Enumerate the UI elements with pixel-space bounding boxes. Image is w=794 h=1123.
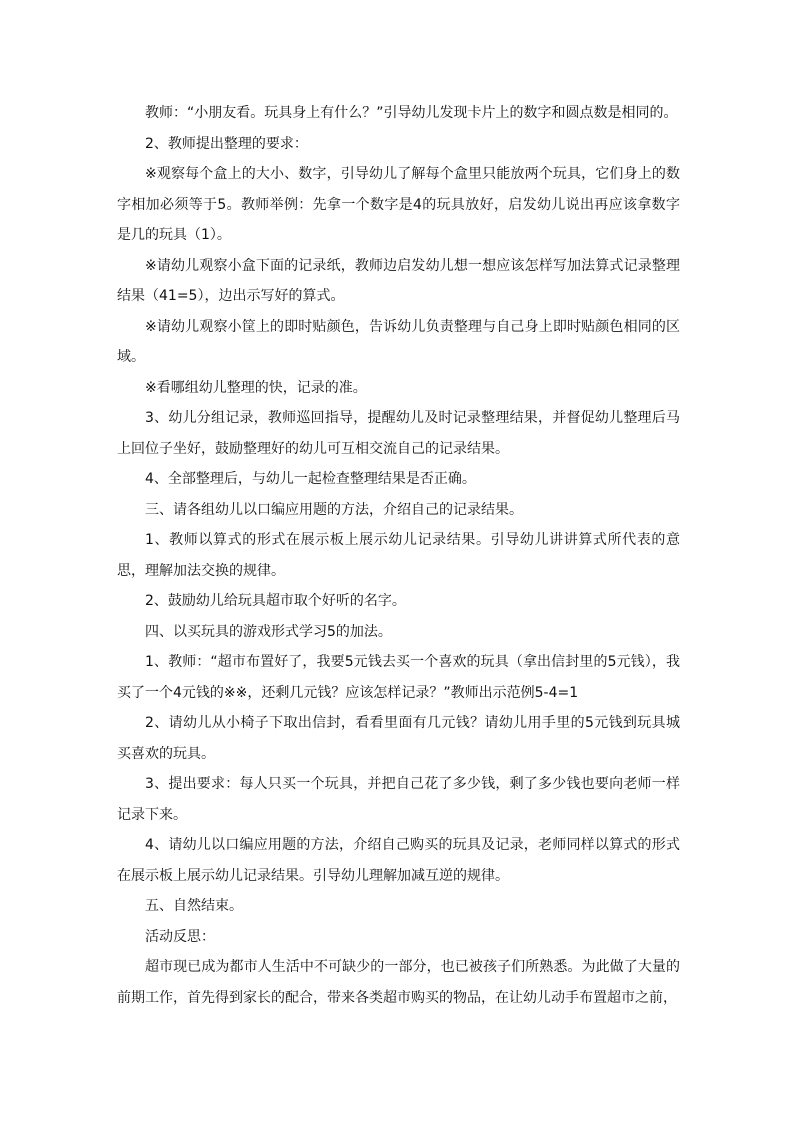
paragraph: 1、教师以算式的形式在展示板上展示幼儿记录结果。引导幼儿讲讲算式所代表的意思，理解加法交换的规律。 xyxy=(117,532,680,579)
paragraph: ※请幼儿观察小筐上的即时贴颜色，告诉幼儿负责整理与自己身上即时贴颜色相同的区域。 xyxy=(117,318,680,365)
paragraph: 3、提出要求：每人只买一个玩具，并把自己花了多少钱，剩了多少钱也要向老师一样记录下来。 xyxy=(117,776,680,823)
section-heading: 四、以买玩具的游戏形式学习5的加法。 xyxy=(145,623,392,640)
paragraph: ※请幼儿观察小盒下面的记录纸，教师边启发幼儿想一想应该怎样写加法算式记录整理结果（41=5），边出示写好的算式。 xyxy=(117,257,680,304)
paragraph: 4、请幼儿以口编应用题的方法，介绍自己购买的玩具及记录，老师同样以算式的形式在展示板上展示幼儿记录结果。引导幼儿理解加减互逆的规律。 xyxy=(117,837,680,884)
paragraph: 超市现已成为都市人生活中不可缺少的一部分，也已被孩子们所熟悉。为此做了大量的前期工作，首先得到家长的配合，带来各类超市购买的物品，在让幼儿动手布置超市之前， xyxy=(117,959,680,1006)
paragraph: 2、请幼儿从小椅子下取出信封，看看里面有几元钱？请幼儿用手里的5元钱到玩具城买喜欢的玩具。 xyxy=(117,715,680,762)
paragraph: 2、鼓励幼儿给玩具超市取个好听的名字。 xyxy=(145,593,406,609)
section-heading: 五、自然结束。 xyxy=(145,898,243,914)
paragraph: 3、幼儿分组记录，教师巡回指导，提醒幼儿及时记录整理结果，并督促幼儿整理后马上回位子坐好，鼓励整理好的幼儿可互相交流自己的记录结果。 xyxy=(117,410,680,457)
section-heading: 三、请各组幼儿以口编应用题的方法，介绍自己的记录结果。 xyxy=(145,501,523,518)
subheading: 活动反思： xyxy=(145,928,215,945)
document-page xyxy=(117,98,680,1013)
paragraph: ※看哪组幼儿整理的快，记录的准。 xyxy=(145,379,367,396)
paragraph: 4、全部整理后，与幼儿一起检查整理结果是否正确。 xyxy=(145,471,476,487)
paragraph: ※观察每个盒上的大小、数字，引导幼儿了解每个盒里只能放两个玩具，它们身上的数字相加必须等于5。教师举例：先拿一个数字是4的玩具放好，启发幼儿说出再应该拿数字是几的玩具（1）。 xyxy=(117,166,680,243)
paragraph: 2、教师提出整理的要求： xyxy=(145,135,308,152)
paragraph: 1、教师：“超市布置好了，我要5元钱去买一个喜欢的玩具（拿出信封里的5元钱），我买了一个4元钱的※※，还剩几元钱？应该怎样记录？”教师出示范例5-4=1 xyxy=(117,654,680,701)
paragraph: 教师：“小朋友看。玩具身上有什么？”引导幼儿发现卡片上的数字和圆点数是相同的。 xyxy=(145,105,678,121)
